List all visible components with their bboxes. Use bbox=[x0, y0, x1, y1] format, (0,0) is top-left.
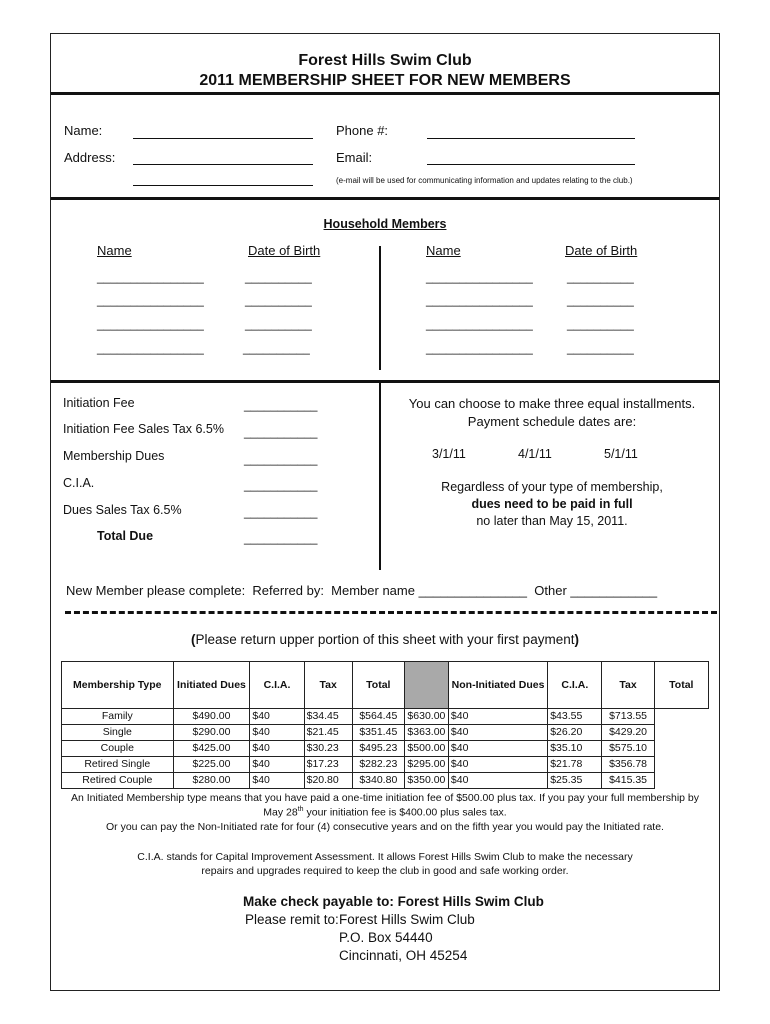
cell-total: $495.23 bbox=[352, 741, 404, 757]
fee-blank[interactable]: ___________ bbox=[244, 478, 318, 492]
cell-tax: $20.80 bbox=[304, 773, 352, 789]
col-initiated-dues: Initiated Dues bbox=[173, 662, 250, 709]
cell-non-initiated-dues: $295.00 bbox=[404, 757, 448, 773]
household-dob-blank[interactable]: __________ bbox=[245, 270, 312, 284]
email-note: (e-mail will be used for communicating information and updates relating to the club.) bbox=[336, 176, 633, 185]
cell-total: $340.80 bbox=[352, 773, 404, 789]
divider bbox=[51, 92, 719, 95]
fee-label-cia: C.I.A. bbox=[63, 476, 95, 490]
cell-cia: $40 bbox=[250, 741, 304, 757]
cell-total: $351.45 bbox=[352, 725, 404, 741]
cell-type: Retired Single bbox=[62, 757, 174, 773]
email-field[interactable] bbox=[427, 164, 635, 165]
cell-type: Single bbox=[62, 725, 174, 741]
fee-blank[interactable]: ___________ bbox=[244, 452, 318, 466]
total-due-label: Total Due bbox=[97, 529, 154, 543]
household-dob-blank[interactable]: __________ bbox=[245, 317, 312, 331]
address-field-2[interactable] bbox=[133, 185, 313, 186]
installment-date-2: 4/1/11 bbox=[518, 447, 552, 461]
non-initiated-note: Or you can pay the Non-Initiated rate for four (4) consecutive years and on the fifth year you would pay the Initiated rate. bbox=[106, 821, 664, 833]
col-membership-type: Membership Type bbox=[62, 662, 174, 709]
phone-field[interactable] bbox=[427, 138, 635, 139]
cell-cia: $40 bbox=[250, 773, 304, 789]
cell-type: Retired Couple bbox=[62, 773, 174, 789]
installments-note3: no later than May 15, 2011. bbox=[476, 514, 628, 528]
household-name-blank[interactable]: ________________ bbox=[426, 317, 533, 331]
household-name-header-left: Name bbox=[97, 243, 132, 258]
col-cia: C.I.A. bbox=[548, 662, 602, 709]
cell-cia: $40 bbox=[250, 709, 304, 725]
fee-blank[interactable]: ___________ bbox=[244, 425, 318, 439]
installments-note2: dues need to be paid in full bbox=[471, 497, 633, 511]
cell-cia: $40 bbox=[448, 757, 547, 773]
cell-tax: $21.78 bbox=[548, 757, 602, 773]
cell-initiated-dues: $290.00 bbox=[173, 725, 250, 741]
cell-initiated-dues: $425.00 bbox=[173, 741, 250, 757]
cia-note-line2: repairs and upgrades required to keep the club in good and safe working order. bbox=[201, 865, 569, 877]
initiated-note-line2 bbox=[51, 806, 719, 819]
household-dob-blank[interactable]: __________ bbox=[243, 341, 310, 355]
column-divider bbox=[379, 246, 381, 370]
col-total: Total bbox=[654, 662, 708, 709]
table-header-row bbox=[62, 662, 709, 709]
referral-line[interactable]: New Member please complete: Referred by: Member name _______________ Other ____________ bbox=[66, 583, 658, 598]
household-dob-blank[interactable]: __________ bbox=[567, 341, 634, 355]
cell-total: $575.10 bbox=[602, 741, 654, 757]
remit-name: Forest Hills Swim Club bbox=[339, 912, 475, 927]
fee-label-dues: Membership Dues bbox=[63, 449, 165, 463]
address-field-1[interactable] bbox=[133, 164, 313, 165]
household-heading: Household Members bbox=[323, 217, 447, 231]
email-label: Email: bbox=[336, 150, 373, 165]
membership-rates-table bbox=[61, 661, 709, 789]
household-name-blank[interactable]: ________________ bbox=[97, 270, 204, 284]
household-name-blank[interactable]: ________________ bbox=[426, 293, 533, 307]
cell-initiated-dues: $225.00 bbox=[173, 757, 250, 773]
household-name-blank[interactable]: ________________ bbox=[97, 317, 204, 331]
name-label: Name: bbox=[64, 123, 103, 138]
col-tax: Tax bbox=[602, 662, 654, 709]
address-label: Address: bbox=[64, 150, 116, 165]
household-dob-header-left: Date of Birth bbox=[248, 243, 321, 258]
household-dob-blank[interactable]: __________ bbox=[567, 317, 634, 331]
household-name-blank[interactable]: ________________ bbox=[97, 341, 204, 355]
fee-label-initiation-tax: Initiation Fee Sales Tax 6.5% bbox=[63, 422, 224, 436]
cell-tax: $43.55 bbox=[548, 709, 602, 725]
cell-total: $356.78 bbox=[602, 757, 654, 773]
sheet-title: 2011 MEMBERSHIP SHEET FOR NEW MEMBERS bbox=[199, 72, 571, 89]
table-row bbox=[62, 741, 709, 757]
table-row bbox=[62, 757, 709, 773]
cell-initiated-dues: $280.00 bbox=[173, 773, 250, 789]
installments-line1: You can choose to make three equal installments. bbox=[408, 396, 696, 411]
cell-cia: $40 bbox=[250, 757, 304, 773]
household-dob-header-right: Date of Birth bbox=[565, 243, 638, 258]
fee-label-dues-tax: Dues Sales Tax 6.5% bbox=[63, 503, 182, 517]
return-note bbox=[51, 632, 719, 647]
phone-label: Phone #: bbox=[336, 123, 389, 138]
cell-total: $429.20 bbox=[602, 725, 654, 741]
cell-type: Couple bbox=[62, 741, 174, 757]
cell-tax: $26.20 bbox=[548, 725, 602, 741]
household-name-blank[interactable]: ________________ bbox=[426, 270, 533, 284]
column-divider bbox=[379, 382, 381, 570]
divider bbox=[51, 197, 719, 200]
cell-total: $713.55 bbox=[602, 709, 654, 725]
cell-non-initiated-dues: $350.00 bbox=[404, 773, 448, 789]
cell-tax: $25.35 bbox=[548, 773, 602, 789]
cell-cia: $40 bbox=[448, 725, 547, 741]
membership-form bbox=[50, 33, 720, 991]
remit-city: Cincinnati, OH 45254 bbox=[339, 948, 468, 963]
household-name-header-right: Name bbox=[426, 243, 461, 258]
installment-date-1: 3/1/11 bbox=[432, 447, 466, 461]
club-name: Forest Hills Swim Club bbox=[298, 52, 472, 69]
cell-cia: $40 bbox=[448, 773, 547, 789]
cell-tax: $35.10 bbox=[548, 741, 602, 757]
cell-tax: $21.45 bbox=[304, 725, 352, 741]
cell-total: $415.35 bbox=[602, 773, 654, 789]
return-note-close: ) bbox=[574, 632, 579, 647]
fee-blank[interactable]: ___________ bbox=[244, 505, 318, 519]
cell-total: $564.45 bbox=[352, 709, 404, 725]
cell-non-initiated-dues: $500.00 bbox=[404, 741, 448, 757]
cell-cia: $40 bbox=[448, 741, 547, 757]
cell-tax: $34.45 bbox=[304, 709, 352, 725]
col-non-initiated-dues: Non-Initiated Dues bbox=[448, 662, 547, 709]
fee-label-initiation: Initiation Fee bbox=[63, 396, 135, 410]
household-name-blank[interactable]: ________________ bbox=[97, 293, 204, 307]
cut-line bbox=[65, 611, 717, 614]
installments-line2: Payment schedule dates are: bbox=[467, 414, 637, 429]
payable-to: Make check payable to: Forest Hills Swim Club bbox=[243, 894, 544, 909]
household-dob-blank[interactable]: __________ bbox=[567, 293, 634, 307]
cell-non-initiated-dues: $363.00 bbox=[404, 725, 448, 741]
col-cia: C.I.A. bbox=[250, 662, 304, 709]
remit-label: Please remit to: bbox=[245, 912, 339, 927]
cell-total: $282.23 bbox=[352, 757, 404, 773]
household-name-blank[interactable]: ________________ bbox=[426, 341, 533, 355]
table-row bbox=[62, 709, 709, 725]
cia-note-line1: C.I.A. stands for Capital Improvement Assessment. It allows Forest Hills Swim Club to make the necessary bbox=[137, 851, 633, 863]
household-dob-blank[interactable]: __________ bbox=[567, 270, 634, 284]
household-dob-blank[interactable]: __________ bbox=[245, 293, 312, 307]
grey-separator bbox=[404, 662, 448, 709]
cell-tax: $17.23 bbox=[304, 757, 352, 773]
fee-blank[interactable]: ___________ bbox=[244, 398, 318, 412]
initiated-note-rest: your initiation fee is $400.00 plus sales tax. bbox=[303, 806, 507, 819]
name-field[interactable] bbox=[133, 138, 313, 139]
remit-po-box: P.O. Box 54440 bbox=[339, 930, 433, 945]
initiated-note-line1: An Initiated Membership type means that you have paid a one-time initiation fee of $500.00 plus tax. If you pay your full membership by bbox=[70, 792, 700, 804]
installments-note1: Regardless of your type of membership, bbox=[441, 480, 663, 494]
installment-date-3: 5/1/11 bbox=[604, 447, 638, 461]
return-note-text: Please return upper portion of this sheet with your first payment bbox=[195, 632, 575, 647]
initiated-note-sup: th bbox=[297, 806, 304, 813]
cell-tax: $30.23 bbox=[304, 741, 352, 757]
cell-type: Family bbox=[62, 709, 174, 725]
cell-non-initiated-dues: $630.00 bbox=[404, 709, 448, 725]
divider bbox=[51, 380, 719, 383]
return-note-open: ( bbox=[191, 632, 196, 647]
col-total: Total bbox=[352, 662, 404, 709]
table-row bbox=[62, 725, 709, 741]
cell-cia: $40 bbox=[448, 709, 547, 725]
table-row bbox=[62, 773, 709, 789]
initiated-note-date: May 28 bbox=[263, 806, 298, 819]
cell-initiated-dues: $490.00 bbox=[173, 709, 250, 725]
cell-cia: $40 bbox=[250, 725, 304, 741]
col-tax: Tax bbox=[304, 662, 352, 709]
total-due-blank[interactable]: ___________ bbox=[244, 531, 318, 545]
